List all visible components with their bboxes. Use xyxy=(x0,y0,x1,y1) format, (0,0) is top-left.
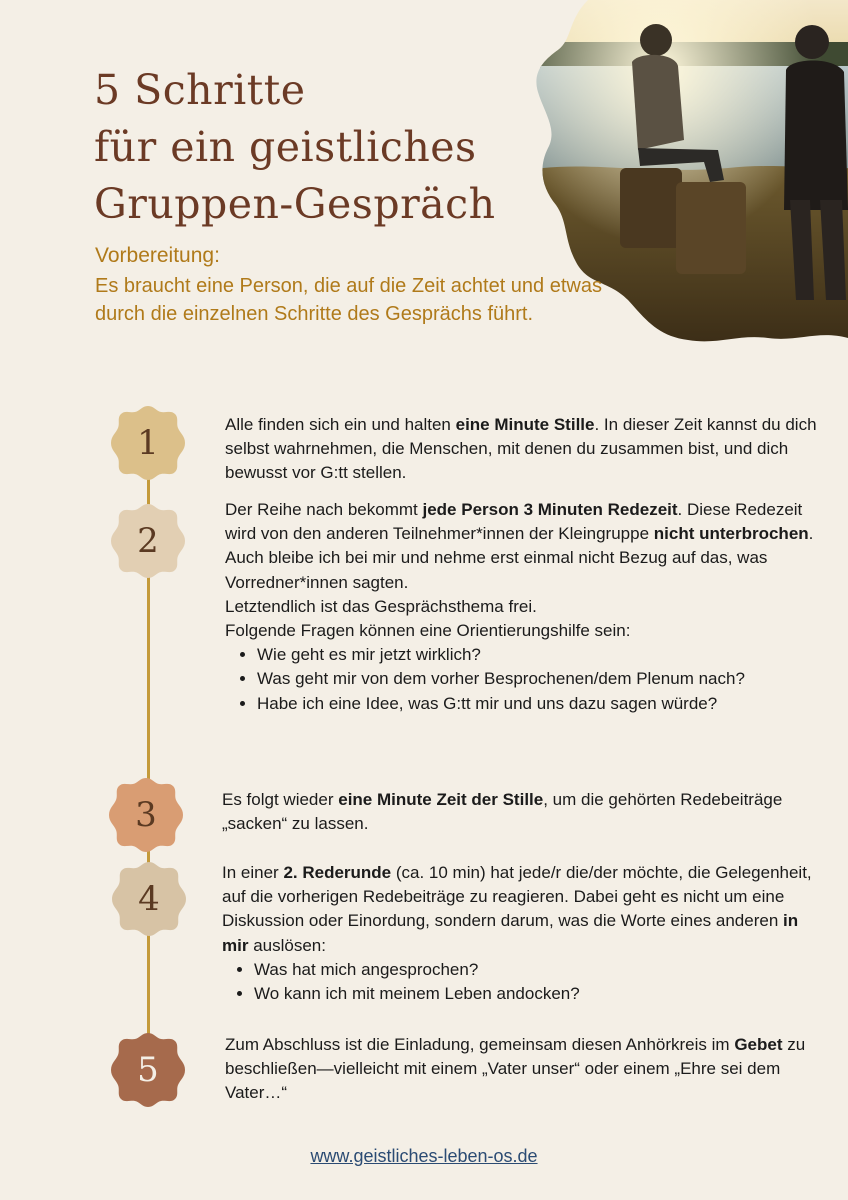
title-line-1: 5 Schritte xyxy=(94,66,306,114)
step-5-badge xyxy=(109,1031,187,1109)
step-2-question-list xyxy=(225,643,825,716)
title-line-3: Gruppen-Gespräch xyxy=(94,180,496,228)
step-1-text: Alle finden sich ein und halten eine Minute Stille. In dieser Zeit kannst du dich selbst wahrnehmen, die Menschen, mit denen du zusammen bist, und dich bewusst vor G:tt stellen. xyxy=(225,415,817,483)
step-5-text: Zum Abschluss ist die Einladung, gemeinsam diesen Anhörkreis im Gebet zu beschließen—vielleicht mit einem „Vater unser“ oder einem „Ehre sei dem Vater…“ xyxy=(225,1035,806,1103)
preparation-heading: Vorbereitung: xyxy=(95,244,220,267)
page-title xyxy=(94,62,554,233)
step-3-number: 3 xyxy=(135,795,157,835)
website-link[interactable]: www.geistliches-leben-os.de xyxy=(310,1146,538,1166)
list-item: • Wo kann ich mit meinem Leben andocken? xyxy=(254,982,822,1006)
step-4-text: In einer 2. Rederunde (ca. 10 min) hat jede/r die/der möchte, die Gelegenheit, auf die vorherigen Redebeiträge zu reagieren. Dabei geht es nicht um eine Diskussion oder Einordung, sondern darum, was die Worte eines anderen in mir auslösen: • Was hat mich angesprochen? • Wo kann ich mit meinem Leben andocken? xyxy=(222,861,822,1006)
step-2-text: Der Reihe nach bekommt jede Person 3 Minuten Redezeit. Diese Redezeit wird von den anderen Teilnehmer*innen der Kleingruppe nicht unterbrochen. Auch bleibe ich bei mir und nehme erst einmal nicht Bezug auf das, was Vorredner*innen sagten. Letztendlich ist das Gesprächsthema frei. Folgende Fragen können eine Orientierungshilfe sein: • Wie geht es mir jetzt wirklich? • Was geht mir von dem vorher Besprochenen/dem Plenum nach? • Habe ich eine Idee, was G:tt mir und uns dazu sagen würde? xyxy=(225,498,825,716)
step-3-badge xyxy=(107,776,185,854)
title-line-2: für ein geistliches xyxy=(94,123,477,171)
step-1-badge xyxy=(109,404,187,482)
step-4-question-list xyxy=(222,958,822,1006)
list-item: • Habe ich eine Idee, was G:tt mir und uns dazu sagen würde? xyxy=(257,692,825,716)
step-4-badge xyxy=(110,860,188,938)
list-item: • Was hat mich angesprochen? xyxy=(254,958,822,982)
step-3-text: Es folgt wieder eine Minute Zeit der Stille, um die gehörten Redebeiträge „sacken“ zu lassen. xyxy=(222,790,783,834)
preparation-section xyxy=(95,242,605,328)
step-2-number: 2 xyxy=(137,521,159,561)
list-item: • Was geht mir von dem vorher Besprochenen/dem Plenum nach? xyxy=(257,667,825,691)
step-2-badge xyxy=(109,502,187,580)
list-item: • Wie geht es mir jetzt wirklich? xyxy=(257,643,825,667)
step-1-number: 1 xyxy=(137,423,159,463)
step-4-number: 4 xyxy=(138,879,160,919)
step-5-number: 5 xyxy=(137,1050,159,1090)
preparation-text: Es braucht eine Person, die auf die Zeit achtet und etwas durch die einzelnen Schritte des Gesprächs führt. xyxy=(95,275,602,325)
